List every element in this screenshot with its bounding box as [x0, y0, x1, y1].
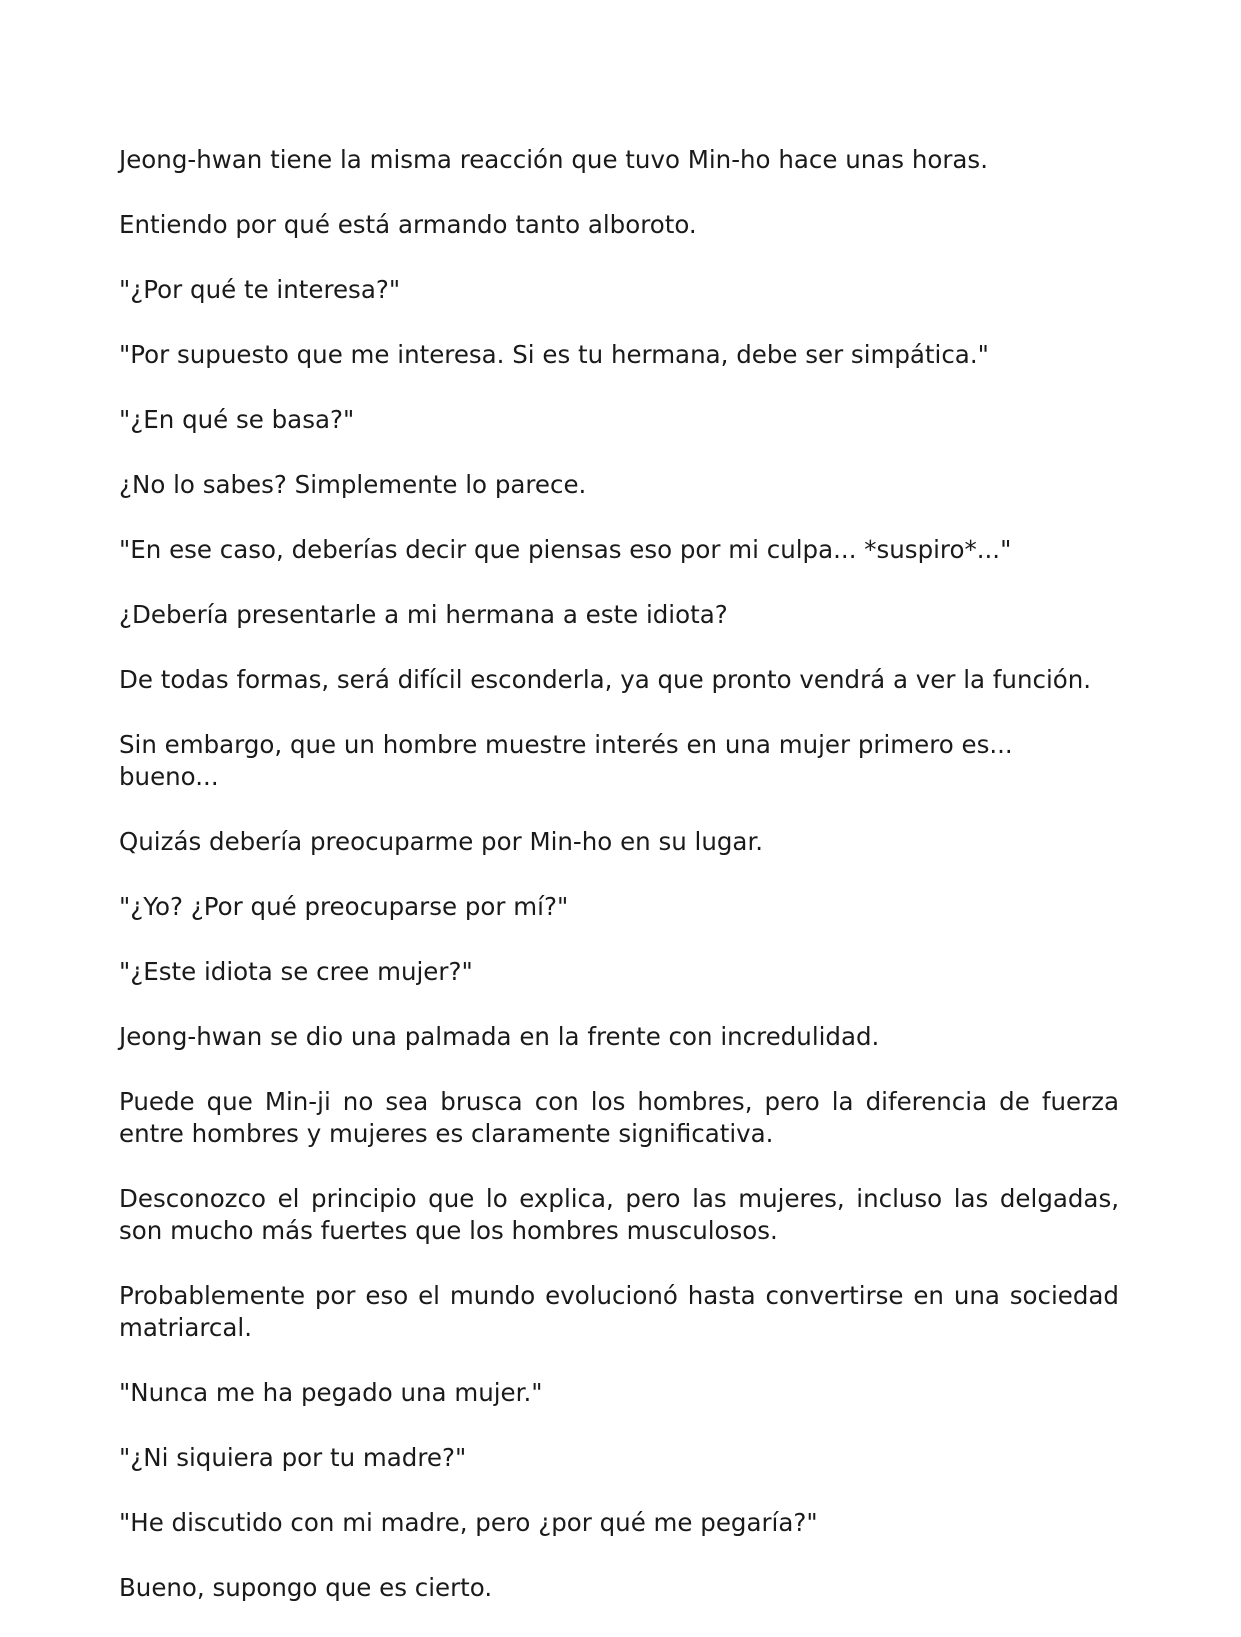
- paragraph-10: Sin embargo, que un hombre muestre interés en una mujer primero es... bueno...: [119, 730, 1013, 791]
- paragraph-15: Puede que Min-ji no sea brusca con los hombres, pero la diferencia de fuerza entre hombres y mujeres es claramente significativa.: [119, 1087, 1119, 1148]
- paragraph-9: De todas formas, será difícil esconderla, ya que pronto vendrá a ver la función.: [119, 665, 1092, 694]
- paragraph-21: Bueno, supongo que es cierto.: [119, 1573, 493, 1602]
- paragraph-8: ¿Debería presentarle a mi hermana a este idiota?: [119, 600, 728, 629]
- paragraph-20: "He discutido con mi madre, pero ¿por qué me pegaría?": [119, 1508, 818, 1537]
- paragraph-11: Quizás debería preocuparme por Min-ho en su lugar.: [119, 827, 764, 856]
- paragraph-13: "¿Este idiota se cree mujer?": [119, 957, 473, 986]
- paragraph-14: Jeong-hwan se dio una palmada en la frente con incredulidad.: [119, 1022, 880, 1051]
- paragraph-1: Jeong-hwan tiene la misma reacción que tuvo Min-ho hace unas horas.: [119, 145, 988, 174]
- paragraph-5: "¿En qué se basa?": [119, 405, 355, 434]
- paragraph-3: "¿Por qué te interesa?": [119, 275, 401, 304]
- paragraph-4: "Por supuesto que me interesa. Si es tu hermana, debe ser simpática.": [119, 340, 989, 369]
- paragraph-17: Probablemente por eso el mundo evolucionó hasta convertirse en una sociedad matriarcal.: [119, 1281, 1119, 1342]
- paragraph-2: Entiendo por qué está armando tanto alboroto.: [119, 210, 697, 239]
- paragraph-18: "Nunca me ha pegado una mujer.": [119, 1378, 543, 1407]
- paragraph-7: "En ese caso, deberías decir que piensas eso por mi culpa... *suspiro*...": [119, 535, 1012, 564]
- paragraph-12: "¿Yo? ¿Por qué preocuparse por mí?": [119, 892, 569, 921]
- paragraph-16: Desconozco el principio que lo explica, pero las mujeres, incluso las delgadas, son mucho más fuertes que los hombres musculosos.: [119, 1184, 1119, 1245]
- paragraph-6: ¿No lo sabes? Simplemente lo parece.: [119, 470, 587, 499]
- document-body: [119, 144, 1119, 1637]
- paragraph-19: "¿Ni siquiera por tu madre?": [119, 1443, 467, 1472]
